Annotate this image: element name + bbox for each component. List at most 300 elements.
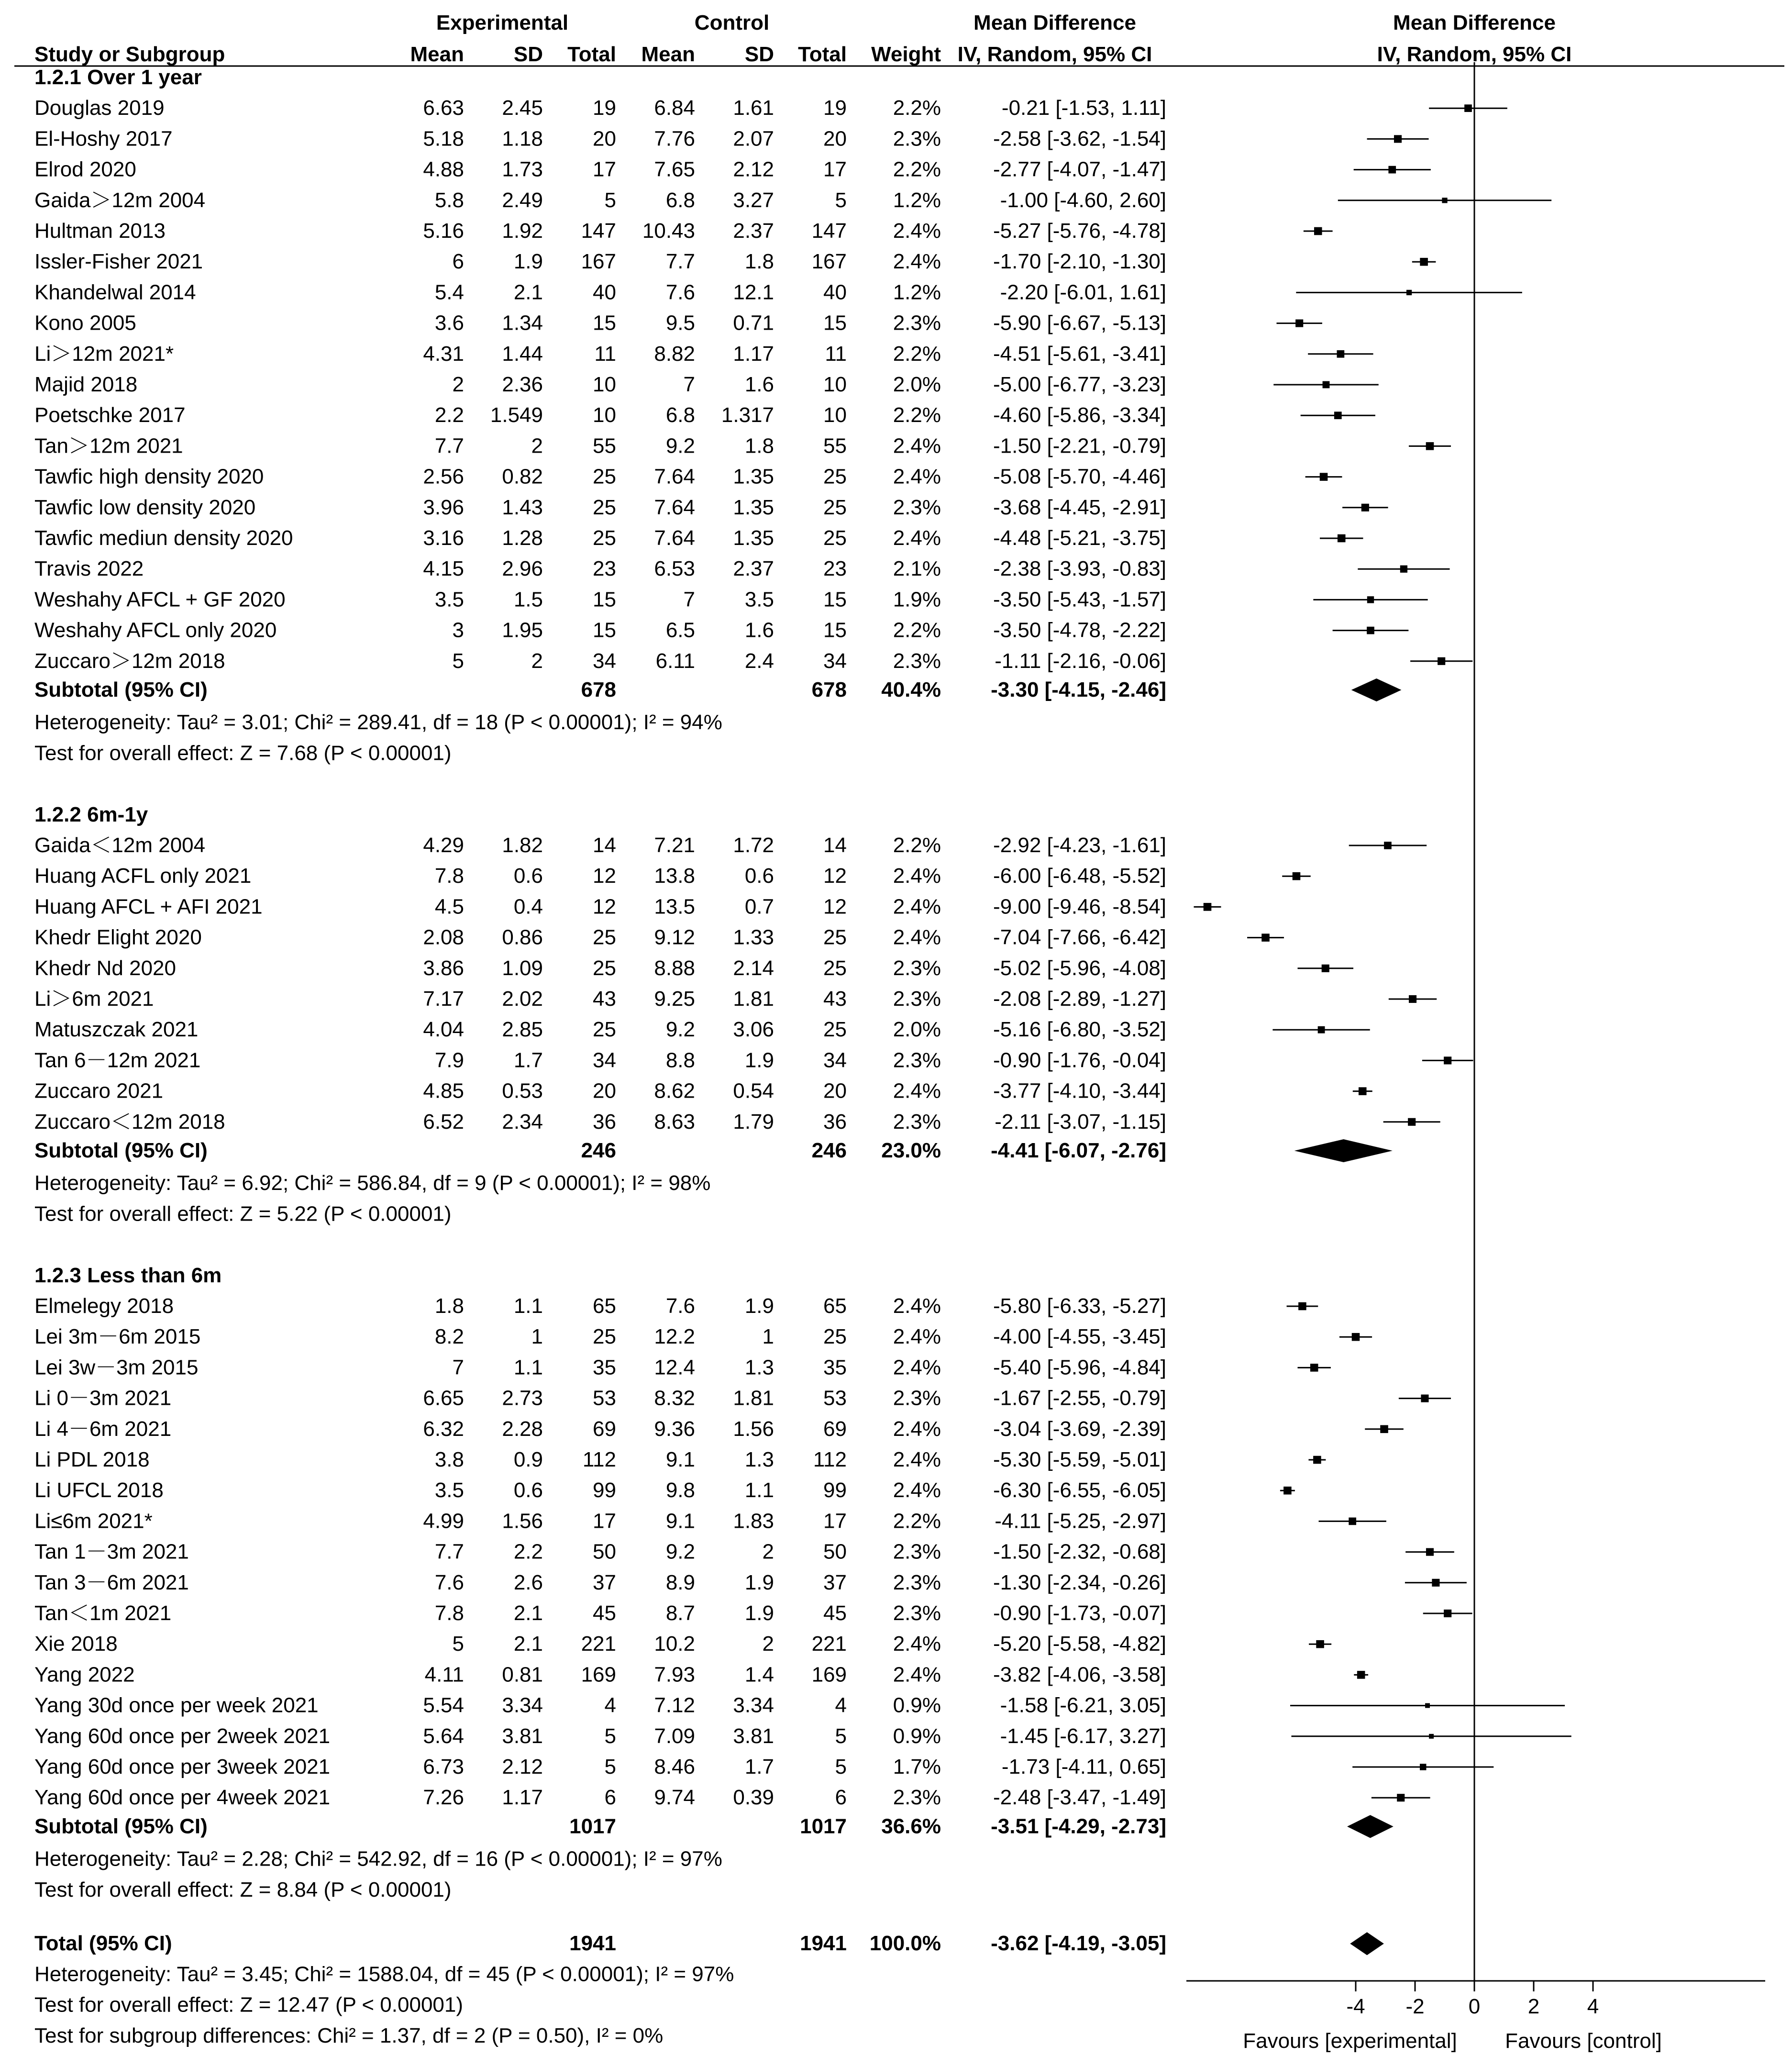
exp-sd: 0.82 xyxy=(502,465,543,489)
ctrl-mean: 8.62 xyxy=(654,1079,695,1103)
exp-mean: 6 xyxy=(452,250,464,274)
exp-total: 34 xyxy=(593,649,616,673)
summary-label: Total (95% CI) xyxy=(34,1932,172,1956)
ctrl-sd: 1.17 xyxy=(733,342,774,366)
exp-mean: 5 xyxy=(452,1632,464,1656)
weight: 2.4% xyxy=(893,864,941,888)
ctrl-sd: 1.61 xyxy=(733,96,774,120)
exp-sd: 2.02 xyxy=(502,987,543,1011)
ctrl-total: 5 xyxy=(835,188,847,212)
ci-text: -4.60 [-5.86, -3.34] xyxy=(993,403,1166,427)
ci-text: -3.50 [-5.43, -1.57] xyxy=(993,588,1166,611)
ctrl-total: 43 xyxy=(823,987,847,1011)
ctrl-total: 69 xyxy=(823,1417,847,1441)
summary-ci-text: -3.51 [-4.29, -2.73] xyxy=(991,1814,1166,1838)
ctrl-sd: 1.83 xyxy=(733,1509,774,1533)
point-estimate xyxy=(1409,995,1416,1003)
exp-mean: 6.65 xyxy=(423,1386,464,1410)
subgroup-differences: Test for subgroup differences: Chi² = 1.37, df = 2 (P = 0.50), I² = 0% xyxy=(34,2023,664,2047)
ctrl-mean: 8.9 xyxy=(665,1570,695,1594)
ci-text: -5.27 [-5.76, -4.78] xyxy=(993,219,1166,243)
exp-sd: 2.6 xyxy=(513,1570,543,1594)
study-name: Douglas 2019 xyxy=(34,96,165,120)
exp-total: 25 xyxy=(593,526,616,550)
exp-mean: 4.15 xyxy=(423,557,464,581)
point-estimate xyxy=(1367,627,1374,634)
subgroup-title: 1.2.3 Less than 6m xyxy=(34,1263,222,1287)
total-overall-effect: Test for overall effect: Z = 12.47 (P < 0.00001) xyxy=(34,1993,464,2017)
favours-control-label: Favours [control] xyxy=(1505,2029,1662,2053)
point-estimate xyxy=(1400,566,1407,573)
exp-sd: 1.34 xyxy=(502,311,543,335)
exp-mean: 7.9 xyxy=(434,1048,464,1072)
exp-sd: 2.1 xyxy=(513,280,543,304)
exp-total: 50 xyxy=(593,1540,616,1564)
study-name: Tawfic high density 2020 xyxy=(34,465,264,489)
ctrl-sd: 1.35 xyxy=(733,465,774,489)
ci-text: -3.77 [-4.10, -3.44] xyxy=(993,1079,1166,1103)
ctrl-sd: 1.8 xyxy=(744,434,774,458)
ci-text: -2.92 [-4.23, -1.61] xyxy=(993,833,1166,857)
exp-mean: 7 xyxy=(452,1356,464,1379)
header-exp-total: Total xyxy=(567,43,616,66)
ctrl-total: 15 xyxy=(823,311,847,335)
study-name: Li＞6m 2021 xyxy=(34,987,154,1011)
ctrl-mean: 12.4 xyxy=(654,1356,695,1379)
ci-text: -7.04 [-7.66, -6.42] xyxy=(993,925,1166,949)
weight: 2.0% xyxy=(893,1018,941,1042)
study-name: Kono 2005 xyxy=(34,311,136,335)
ctrl-sd: 1.3 xyxy=(744,1356,774,1379)
exp-mean: 4.31 xyxy=(423,342,464,366)
study-name: Li UFCL 2018 xyxy=(34,1478,164,1502)
summary-ci-text: -4.41 [-6.07, -2.76] xyxy=(991,1139,1166,1162)
ctrl-total: 4 xyxy=(835,1693,847,1717)
weight: 2.3% xyxy=(893,1386,941,1410)
exp-total: 19 xyxy=(593,96,616,120)
subgroup-heterogeneity: Heterogeneity: Tau² = 3.01; Chi² = 289.41, df = 18 (P < 0.00001); I² = 94% xyxy=(34,711,722,734)
exp-total: 5 xyxy=(604,188,616,212)
ci-text: -5.16 [-6.80, -3.52] xyxy=(993,1018,1166,1042)
ctrl-mean: 7.65 xyxy=(654,157,695,181)
exp-sd: 0.81 xyxy=(502,1663,543,1687)
exp-mean: 8.2 xyxy=(434,1325,464,1349)
ctrl-total: 10 xyxy=(823,373,847,396)
exp-mean: 5.18 xyxy=(423,127,464,151)
point-estimate xyxy=(1388,166,1396,174)
ctrl-mean: 7.6 xyxy=(665,1294,695,1318)
ci-text: -1.70 [-2.10, -1.30] xyxy=(993,250,1166,274)
ctrl-sd: 1.6 xyxy=(744,618,774,642)
exp-total: 167 xyxy=(581,250,616,274)
ctrl-sd: 2.14 xyxy=(733,956,774,980)
study-name: Li 4－6m 2021 xyxy=(34,1417,172,1441)
summary-ci-text: -3.30 [-4.15, -2.46] xyxy=(991,678,1166,701)
ctrl-sd: 1.9 xyxy=(744,1601,774,1625)
exp-mean: 7.8 xyxy=(434,1601,464,1625)
ctrl-mean: 7.09 xyxy=(654,1724,695,1748)
point-estimate xyxy=(1323,381,1330,389)
weight: 1.2% xyxy=(893,280,941,304)
exp-sd: 2.36 xyxy=(502,373,543,396)
ctrl-mean: 7.64 xyxy=(654,465,695,489)
ctrl-sd: 2.37 xyxy=(733,219,774,243)
study-name: Elmelegy 2018 xyxy=(34,1294,174,1318)
exp-mean: 4.5 xyxy=(434,895,464,919)
exp-mean: 3.5 xyxy=(434,588,464,611)
ci-text: -0.90 [-1.73, -0.07] xyxy=(993,1601,1166,1625)
ctrl-mean: 9.36 xyxy=(654,1417,695,1441)
ctrl-sd: 0.71 xyxy=(733,311,774,335)
weight: 2.4% xyxy=(893,1632,941,1656)
point-estimate xyxy=(1316,1640,1324,1648)
ctrl-mean: 8.88 xyxy=(654,956,695,980)
header-exp-mean: Mean xyxy=(410,43,464,66)
exp-total: 35 xyxy=(593,1356,616,1379)
ctrl-mean: 9.8 xyxy=(665,1478,695,1502)
study-name: Tan＞12m 2021 xyxy=(34,434,183,458)
ctrl-total: 34 xyxy=(823,649,847,673)
ctrl-sd: 2.12 xyxy=(733,157,774,181)
point-estimate xyxy=(1444,1056,1451,1064)
exp-mean: 4.85 xyxy=(423,1079,464,1103)
weight: 1.7% xyxy=(893,1755,941,1778)
point-estimate xyxy=(1349,1518,1356,1525)
ctrl-sd: 1.33 xyxy=(733,925,774,949)
ctrl-sd: 3.27 xyxy=(733,188,774,212)
weight: 2.4% xyxy=(893,465,941,489)
exp-sd: 3.34 xyxy=(502,1693,543,1717)
exp-total: 147 xyxy=(581,219,616,243)
ctrl-mean: 9.5 xyxy=(665,311,695,335)
ctrl-total: 25 xyxy=(823,1018,847,1042)
ctrl-total: 12 xyxy=(823,895,847,919)
exp-sd: 1.44 xyxy=(502,342,543,366)
exp-sd: 1.549 xyxy=(490,403,543,427)
weight: 2.4% xyxy=(893,1356,941,1379)
header-experimental: Experimental xyxy=(436,11,569,34)
ctrl-mean: 7.6 xyxy=(665,280,695,304)
ctrl-total: 25 xyxy=(823,465,847,489)
weight: 2.4% xyxy=(893,1663,941,1687)
exp-sd: 1.17 xyxy=(502,1786,543,1810)
weight: 0.9% xyxy=(893,1693,941,1717)
weight: 2.4% xyxy=(893,1294,941,1318)
ctrl-mean: 7 xyxy=(683,588,695,611)
ctrl-mean: 8.7 xyxy=(665,1601,695,1625)
header-study: Study or Subgroup xyxy=(34,43,225,66)
exp-total: 45 xyxy=(593,1601,616,1625)
ctrl-total: 12 xyxy=(823,864,847,888)
exp-total: 6 xyxy=(604,1786,616,1810)
exp-sd: 0.6 xyxy=(513,1478,543,1502)
ctrl-total: 36 xyxy=(823,1110,847,1134)
point-estimate xyxy=(1320,473,1328,481)
ctrl-total: 40 xyxy=(823,280,847,304)
study-name: Tawfic low density 2020 xyxy=(34,495,256,519)
exp-total: 25 xyxy=(593,1325,616,1349)
point-estimate xyxy=(1426,1548,1434,1556)
exp-mean: 3.86 xyxy=(423,956,464,980)
ctrl-sd: 2.4 xyxy=(744,649,774,673)
exp-mean: 4.04 xyxy=(423,1018,464,1042)
study-name: Yang 2022 xyxy=(34,1663,135,1687)
total-heterogeneity: Heterogeneity: Tau² = 3.45; Chi² = 1588.04, df = 45 (P < 0.00001); I² = 97% xyxy=(34,1962,734,1986)
exp-sd: 0.4 xyxy=(513,895,543,919)
exp-mean: 5 xyxy=(452,649,464,673)
point-estimate xyxy=(1361,504,1369,511)
ci-text: -5.90 [-6.67, -5.13] xyxy=(993,311,1166,335)
study-name: Weshahy AFCL only 2020 xyxy=(34,618,277,642)
exp-total: 12 xyxy=(593,895,616,919)
summary-weight: 40.4% xyxy=(881,678,941,701)
weight: 2.2% xyxy=(893,403,941,427)
exp-mean: 6.73 xyxy=(423,1755,464,1778)
point-estimate xyxy=(1298,1302,1306,1311)
ctrl-total: 169 xyxy=(811,1663,847,1687)
exp-sd: 2.34 xyxy=(502,1110,543,1134)
exp-total: 55 xyxy=(593,434,616,458)
weight: 2.4% xyxy=(893,250,941,274)
ctrl-total: 14 xyxy=(823,833,847,857)
exp-total: 53 xyxy=(593,1386,616,1410)
ctrl-sd: 2.37 xyxy=(733,557,774,581)
ctrl-mean: 9.2 xyxy=(665,1018,695,1042)
weight: 2.4% xyxy=(893,219,941,243)
exp-mean: 7.6 xyxy=(434,1570,464,1594)
ci-text: -4.51 [-5.61, -3.41] xyxy=(993,342,1166,366)
exp-mean: 3.16 xyxy=(423,526,464,550)
point-estimate xyxy=(1293,872,1301,880)
exp-total: 11 xyxy=(594,342,616,366)
ctrl-mean: 6.11 xyxy=(655,649,695,673)
study-name: Tan＜1m 2021 xyxy=(34,1601,172,1625)
x-tick-label: -4 xyxy=(1346,1995,1365,2018)
ci-text: -5.20 [-5.58, -4.82] xyxy=(993,1632,1166,1656)
point-estimate xyxy=(1432,1579,1439,1587)
summary-exp-total: 1017 xyxy=(569,1814,616,1838)
ctrl-sd: 1.79 xyxy=(733,1110,774,1134)
exp-sd: 1.92 xyxy=(502,219,543,243)
ctrl-mean: 9.1 xyxy=(665,1509,695,1533)
subgroup-overall-effect: Test for overall effect: Z = 7.68 (P < 0.00001) xyxy=(34,741,452,765)
weight: 1.9% xyxy=(893,588,941,611)
study-name: Lei 3m－6m 2015 xyxy=(34,1325,201,1349)
exp-sd: 0.9 xyxy=(513,1448,543,1471)
exp-total: 43 xyxy=(593,987,616,1011)
ctrl-total: 20 xyxy=(823,127,847,151)
ctrl-sd: 1.81 xyxy=(733,1386,774,1410)
ctrl-mean: 10.43 xyxy=(642,219,695,243)
ctrl-total: 17 xyxy=(823,157,847,181)
exp-mean: 4.99 xyxy=(423,1509,464,1533)
exp-mean: 1.8 xyxy=(434,1294,464,1318)
ci-text: -1.50 [-2.21, -0.79] xyxy=(993,434,1166,458)
exp-sd: 2.73 xyxy=(502,1386,543,1410)
exp-mean: 3.8 xyxy=(434,1448,464,1471)
exp-sd: 2 xyxy=(531,649,543,673)
header-weight: Weight xyxy=(871,43,941,66)
summary-weight: 36.6% xyxy=(881,1814,941,1838)
ctrl-sd: 1.9 xyxy=(744,1570,774,1594)
study-name: Gaida＞12m 2004 xyxy=(34,188,206,212)
ci-text: -0.21 [-1.53, 1.11] xyxy=(1001,96,1166,120)
subgroup-overall-effect: Test for overall effect: Z = 5.22 (P < 0.00001) xyxy=(34,1202,452,1226)
exp-total: 25 xyxy=(593,925,616,949)
exp-mean: 6.63 xyxy=(423,96,464,120)
exp-mean: 7.7 xyxy=(434,1540,464,1564)
point-estimate xyxy=(1464,104,1472,112)
ctrl-sd: 0.39 xyxy=(733,1786,774,1810)
ci-text: -1.67 [-2.55, -0.79] xyxy=(993,1386,1166,1410)
point-estimate xyxy=(1397,1794,1405,1801)
point-estimate xyxy=(1357,1671,1365,1679)
ctrl-total: 15 xyxy=(823,618,847,642)
ctrl-mean: 9.74 xyxy=(654,1786,695,1810)
favours-experimental-label: Favours [experimental] xyxy=(1243,2029,1457,2053)
ctrl-mean: 7.12 xyxy=(654,1693,695,1717)
ctrl-total: 55 xyxy=(823,434,847,458)
ci-text: -0.90 [-1.76, -0.04] xyxy=(993,1048,1166,1072)
weight: 2.3% xyxy=(893,127,941,151)
exp-total: 5 xyxy=(604,1724,616,1748)
study-name: Huang AFCL + AFI 2021 xyxy=(34,895,263,919)
study-name: Tan 3－6m 2021 xyxy=(34,1570,189,1594)
study-name: Weshahy AFCL + GF 2020 xyxy=(34,588,286,611)
ci-text: -1.00 [-4.60, 2.60] xyxy=(1000,188,1166,212)
weight: 2.4% xyxy=(893,526,941,550)
exp-total: 20 xyxy=(593,1079,616,1103)
ci-text: -5.80 [-6.33, -5.27] xyxy=(993,1294,1166,1318)
ctrl-mean: 8.82 xyxy=(654,342,695,366)
ci-text: -2.08 [-2.89, -1.27] xyxy=(993,987,1166,1011)
exp-sd: 1.82 xyxy=(502,833,543,857)
study-name: Khedr Elight 2020 xyxy=(34,925,202,949)
ctrl-mean: 13.8 xyxy=(654,864,695,888)
ci-text: -2.38 [-3.93, -0.83] xyxy=(993,557,1166,581)
ctrl-total: 53 xyxy=(823,1386,847,1410)
ctrl-mean: 9.1 xyxy=(665,1448,695,1471)
point-estimate xyxy=(1310,1364,1318,1372)
summary-weight: 100.0% xyxy=(869,1932,941,1956)
ctrl-mean: 8.32 xyxy=(654,1386,695,1410)
summary-label: Subtotal (95% CI) xyxy=(34,678,208,701)
ctrl-sd: 1.7 xyxy=(744,1755,774,1778)
exp-mean: 4.88 xyxy=(423,157,464,181)
ctrl-total: 35 xyxy=(823,1356,847,1379)
ctrl-total: 221 xyxy=(811,1632,847,1656)
point-estimate xyxy=(1429,1734,1434,1739)
weight: 2.3% xyxy=(893,956,941,980)
point-estimate xyxy=(1359,1087,1367,1095)
ci-text: -3.82 [-4.06, -3.58] xyxy=(993,1663,1166,1687)
header-md-method: IV, Random, 95% CI xyxy=(957,43,1152,66)
ctrl-sd: 3.06 xyxy=(733,1018,774,1042)
exp-total: 40 xyxy=(593,280,616,304)
summary-ctrl-total: 1017 xyxy=(800,1814,847,1838)
summary-ctrl-total: 246 xyxy=(811,1139,847,1162)
ctrl-sd: 1.56 xyxy=(733,1417,774,1441)
exp-total: 25 xyxy=(593,1018,616,1042)
point-estimate xyxy=(1384,842,1392,849)
study-name: Zuccaro＞12m 2018 xyxy=(34,649,225,673)
exp-sd: 2 xyxy=(531,434,543,458)
ci-text: -1.30 [-2.34, -0.26] xyxy=(993,1570,1166,1594)
ctrl-sd: 1.35 xyxy=(733,526,774,550)
ctrl-mean: 6.84 xyxy=(654,96,695,120)
weight: 2.3% xyxy=(893,495,941,519)
exp-total: 25 xyxy=(593,956,616,980)
subgroup-title: 1.2.1 Over 1 year xyxy=(34,66,202,89)
ctrl-total: 11 xyxy=(825,342,847,366)
exp-total: 15 xyxy=(593,311,616,335)
ctrl-mean: 6.8 xyxy=(665,403,695,427)
ctrl-mean: 7.21 xyxy=(654,833,695,857)
subtotal-diamond xyxy=(1294,1139,1393,1162)
weight: 2.2% xyxy=(893,157,941,181)
point-estimate xyxy=(1367,596,1374,603)
x-tick-label: 4 xyxy=(1587,1995,1599,2018)
exp-sd: 2.45 xyxy=(502,96,543,120)
exp-mean: 7.7 xyxy=(434,434,464,458)
header-control: Control xyxy=(694,11,770,34)
weight: 2.1% xyxy=(893,557,941,581)
point-estimate xyxy=(1421,1395,1428,1402)
exp-mean: 3.96 xyxy=(423,495,464,519)
ctrl-mean: 8.63 xyxy=(654,1110,695,1134)
point-estimate xyxy=(1322,965,1329,972)
exp-total: 14 xyxy=(593,833,616,857)
summary-ctrl-total: 1941 xyxy=(800,1932,847,1956)
exp-total: 99 xyxy=(593,1478,616,1502)
exp-sd: 1.1 xyxy=(513,1356,543,1379)
ctrl-total: 10 xyxy=(823,403,847,427)
ci-text: -3.04 [-3.69, -2.39] xyxy=(993,1417,1166,1441)
exp-mean: 6.52 xyxy=(423,1110,464,1134)
ctrl-sd: 0.54 xyxy=(733,1079,774,1103)
exp-sd: 1.28 xyxy=(502,526,543,550)
weight: 2.4% xyxy=(893,1417,941,1441)
point-estimate xyxy=(1337,350,1345,358)
ctrl-total: 25 xyxy=(823,526,847,550)
summary-ctrl-total: 678 xyxy=(811,678,847,701)
ci-text: -2.77 [-4.07, -1.47] xyxy=(993,157,1166,181)
summary-exp-total: 1941 xyxy=(569,1932,616,1956)
ctrl-total: 25 xyxy=(823,1325,847,1349)
header-exp-sd: SD xyxy=(513,43,543,66)
ctrl-total: 112 xyxy=(813,1448,847,1471)
ctrl-mean: 9.2 xyxy=(665,1540,695,1564)
ctrl-sd: 1.1 xyxy=(744,1478,774,1502)
weight: 2.3% xyxy=(893,1786,941,1810)
point-estimate xyxy=(1406,290,1412,295)
subtotal-diamond xyxy=(1351,678,1402,701)
ctrl-total: 19 xyxy=(823,96,847,120)
header-ctrl-mean: Mean xyxy=(641,43,695,66)
weight: 2.3% xyxy=(893,649,941,673)
summary-exp-total: 678 xyxy=(581,678,616,701)
ctrl-sd: 12.1 xyxy=(733,280,774,304)
ci-text: -4.00 [-4.55, -3.45] xyxy=(993,1325,1166,1349)
exp-total: 23 xyxy=(593,557,616,581)
exp-mean: 2.2 xyxy=(434,403,464,427)
ci-text: -1.50 [-2.32, -0.68] xyxy=(993,1540,1166,1564)
header-mean-difference: Mean Difference xyxy=(973,11,1136,34)
exp-mean: 2 xyxy=(452,373,464,396)
exp-total: 17 xyxy=(593,157,616,181)
study-name: Li≤6m 2021* xyxy=(34,1509,153,1533)
point-estimate xyxy=(1426,442,1434,450)
